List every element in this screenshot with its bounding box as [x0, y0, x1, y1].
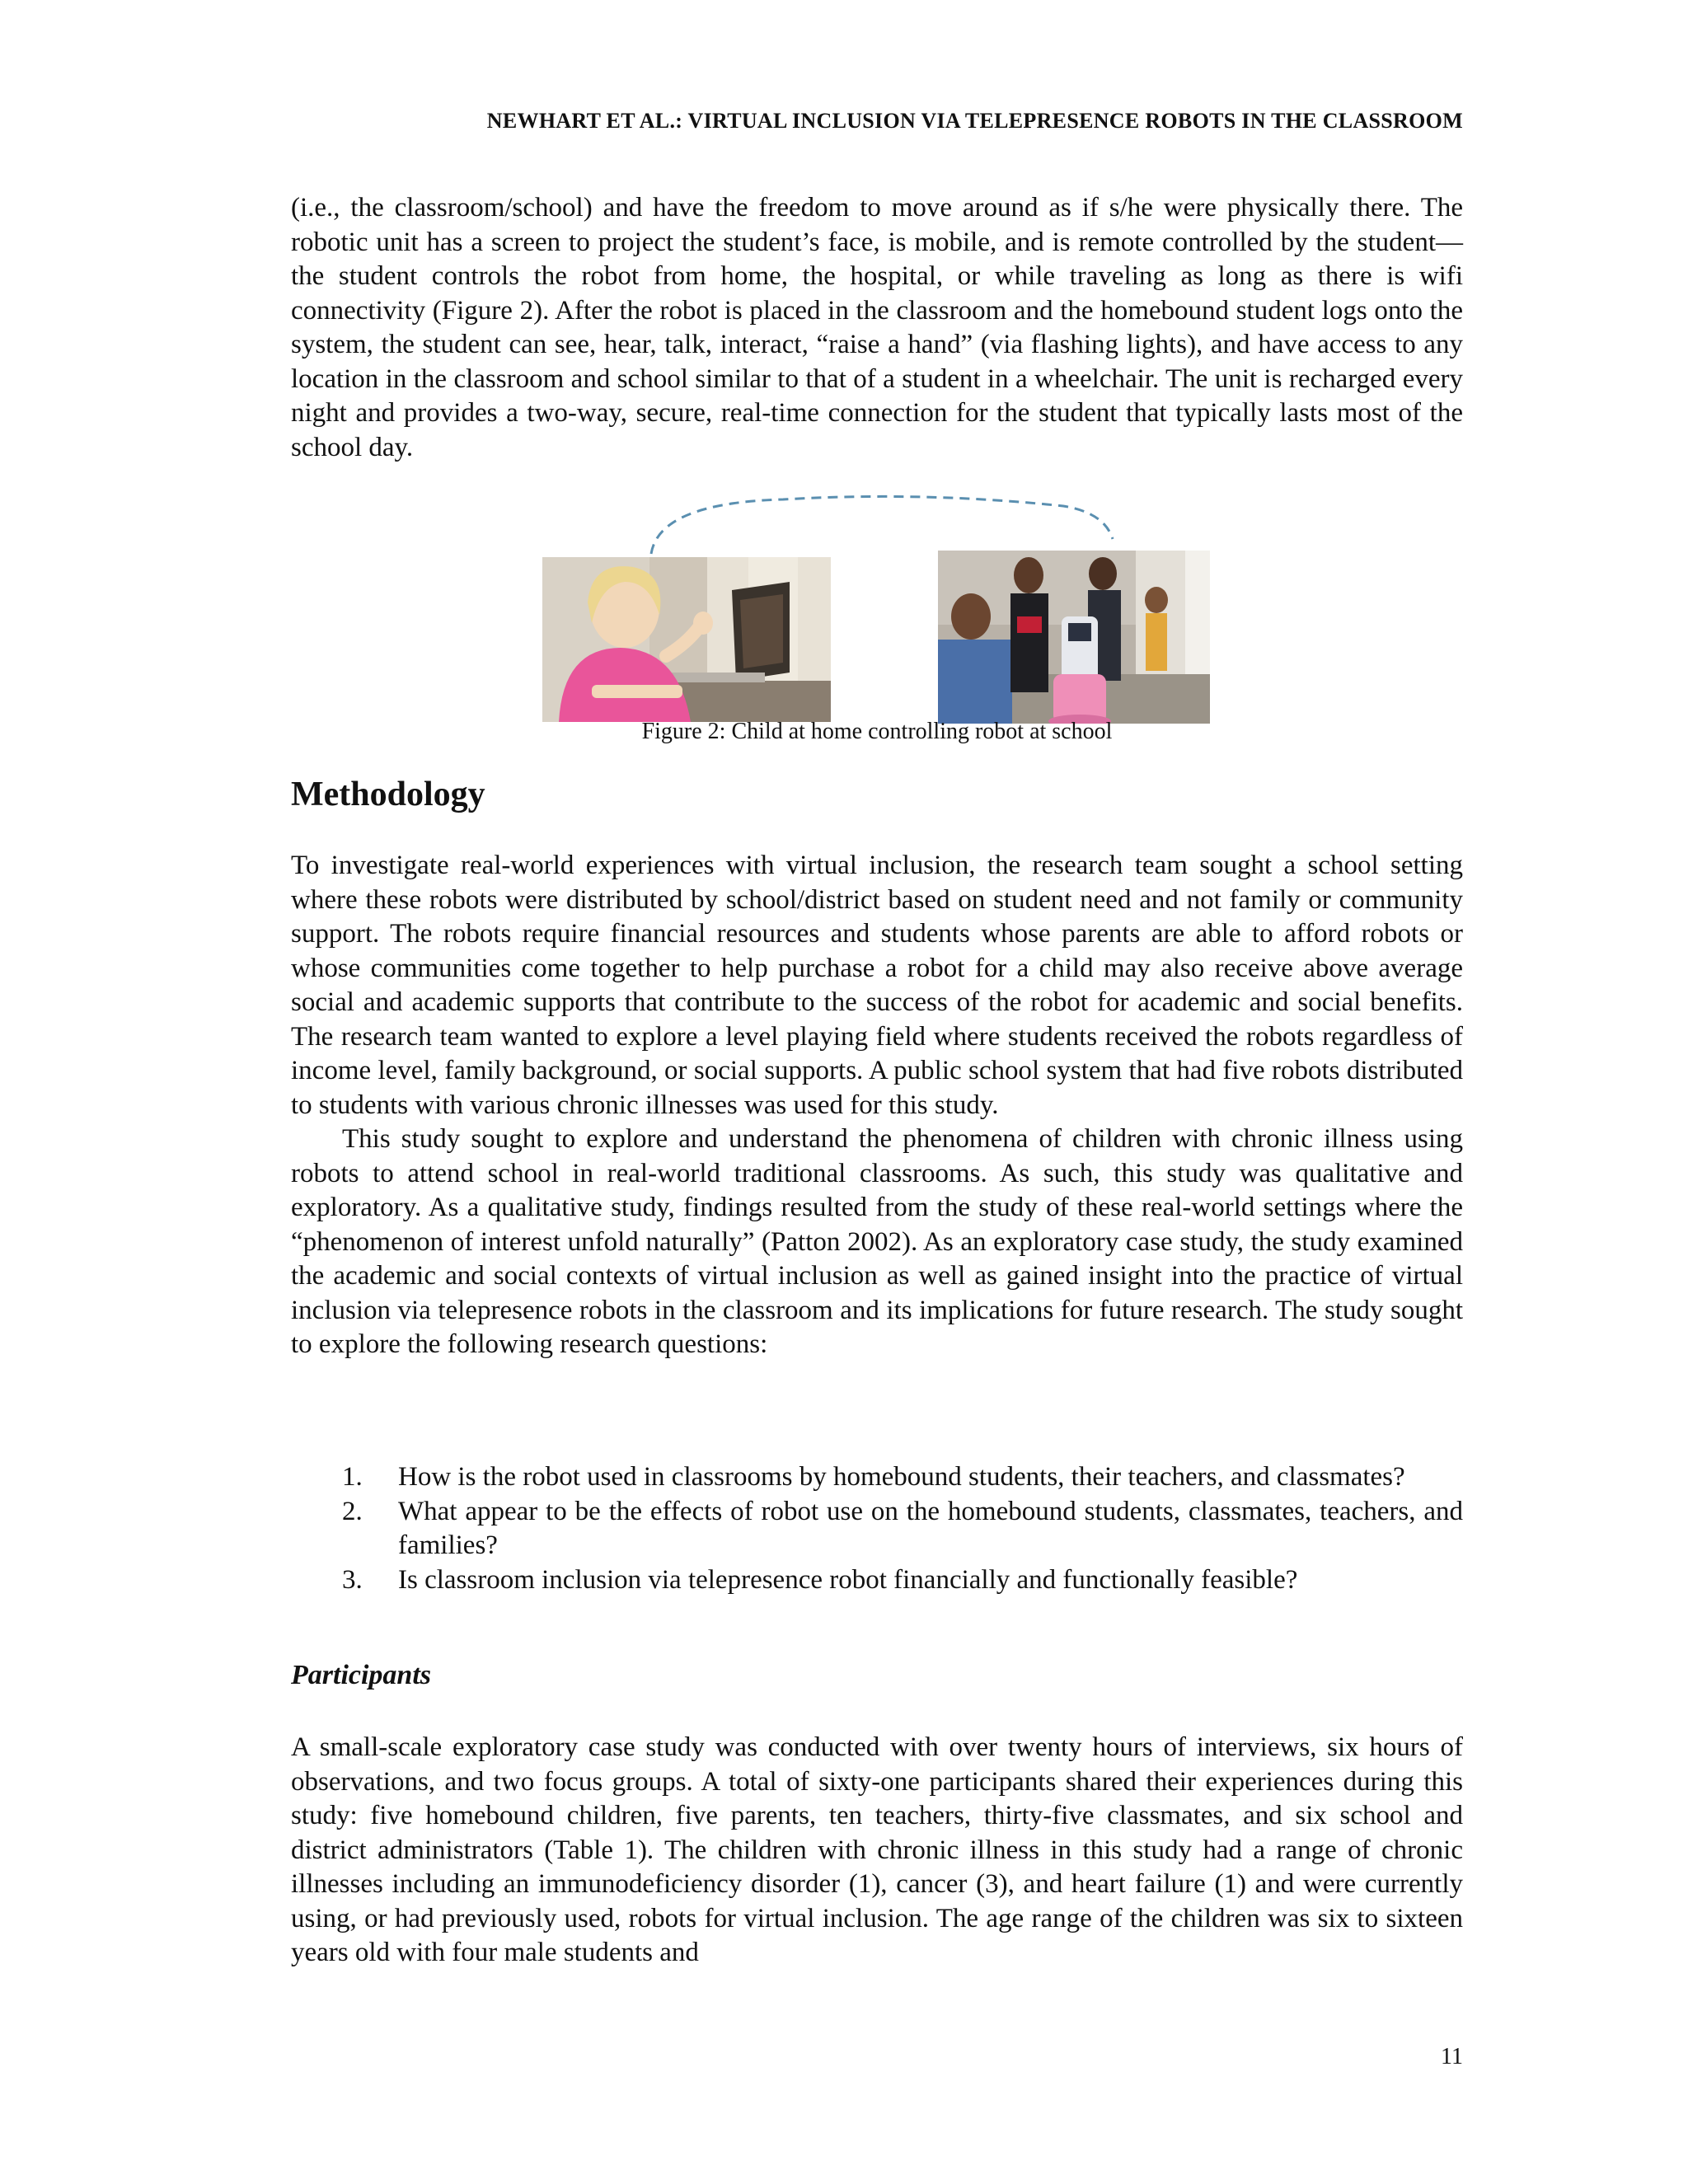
list-item-number: 1. — [342, 1462, 363, 1492]
list-item-number: 3. — [342, 1564, 363, 1595]
figure-caption: Figure 2: Child at home controlling robot at school — [641, 719, 1113, 744]
methodology-body — [291, 849, 1463, 1362]
figure-2 — [536, 486, 1220, 750]
photo-robot-at-school — [938, 551, 1210, 724]
intro-paragraph: (i.e., the classroom/school) and have the freedom to move around as if s/he were physically there. The robotic unit has a screen to project the student’s face, is mobile, and is remote controlled by the student—the student controls the robot from home, the hospital, or while traveling as long as there is wifi connectivity (Figure 2). After the robot is placed in the classroom and the homebound student logs onto the system, the student can see, hear, talk, interact, “raise a hand” (via flashing lights), and have access to any location in the classroom and school similar to that of a student in a wheelchair. The unit is recharged every night and provides a two-way, secure, real-time connection for the student that typically lasts most of the school day. — [291, 193, 1463, 462]
section-heading-methodology: Methodology — [291, 776, 485, 813]
list-item-text: How is the robot used in classrooms by homebound students, their teachers, and classmates? — [398, 1462, 1405, 1492]
list-item-text: What appear to be the effects of robot use on the homebound students, classmates, teachers, and families? — [398, 1496, 1463, 1560]
photo-child-at-home — [542, 557, 831, 722]
list-item-text: Is classroom inclusion via telepresence robot financially and functionally feasible? — [398, 1564, 1298, 1595]
running-head: NEWHART ET AL.: VIRTUAL INCLUSION VIA TELEPRESENCE ROBOTS IN THE CLASSROOM — [486, 109, 1463, 133]
participants-paragraph: A small-scale exploratory case study was conducted with over twenty hours of interviews, six hours of observations, and two focus groups. A total of sixty-one participants shared their experiences during this study: five homebound children, five parents, ten teachers, thirty-five classmates, and six school and district administrators (Table 1). The children with chronic illness in this study had a range of chronic illnesses including an immunodeficiency disorder (1), cancer (3), and heart failure (1) and were currently using, or had previously used, robots for virtual inclusion. The age range of the children was six to sixteen years old with four male students and — [291, 1732, 1463, 1967]
list-item-number: 2. — [342, 1496, 363, 1526]
list-item — [291, 1495, 1463, 1563]
research-questions-list — [291, 1460, 1463, 1597]
methodology-paragraph-2: This study sought to explore and understand the phenomena of children with chronic illness using robots to attend school in real-world traditional classrooms. As such, this study was qualitative and exploratory. As a qualitative study, findings resulted from the study of these real-world settings where the “phenomenon of interest unfold naturally” (Patton 2002). As an exploratory case study, the study examined the academic and social contexts of virtual inclusion as well as gained insight into the practice of virtual inclusion via telepresence robots in the classroom and its implications for future research. The study sought to explore the following research questions: — [291, 1124, 1463, 1359]
page-number: 11 — [1441, 2044, 1463, 2069]
list-item — [291, 1563, 1463, 1598]
list-item — [291, 1460, 1463, 1495]
subsection-heading-participants: Participants — [291, 1660, 432, 1690]
methodology-paragraph-1: To investigate real-world experiences with virtual inclusion, the research team sought a school setting where these robots were distributed by school/district based on student need and not family or community support. The robots require financial resources and students whose parents are able to afford robots or whose communities come together to help purchase a robot for a child may also receive above average social and academic supports that contribute to the success of the robot for academic and social benefits. The research team wanted to explore a level playing field where students received the robots regardless of income level, family background, or social supports. A public school system that had five robots distributed to students with various chronic illnesses was used for this study. — [291, 851, 1463, 1120]
